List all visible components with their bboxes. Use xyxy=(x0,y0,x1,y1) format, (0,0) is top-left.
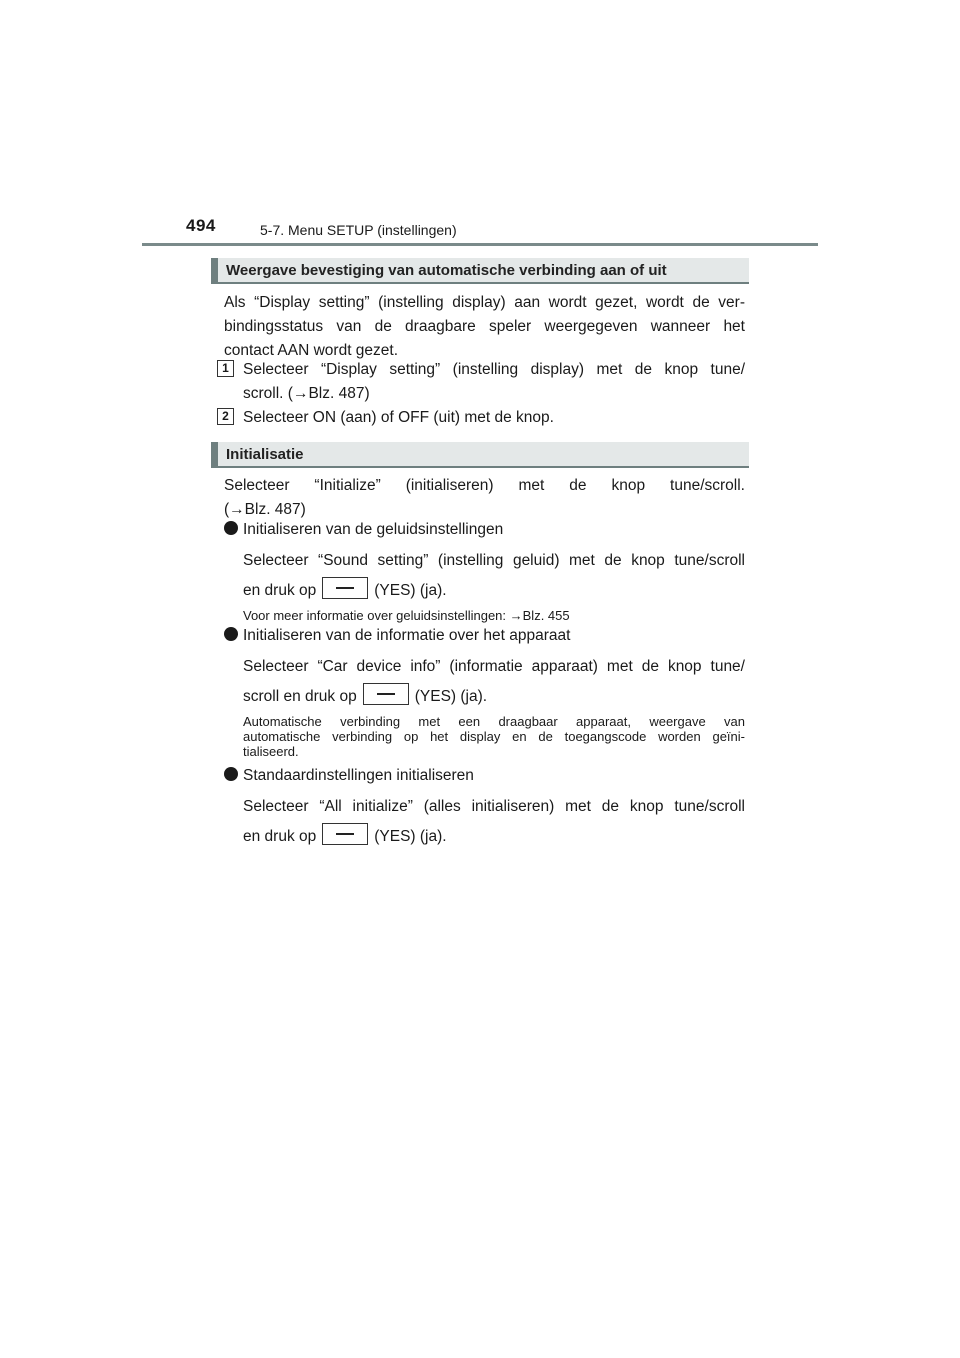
item-line xyxy=(243,822,745,852)
item-line: Selecteer “Car device info” (informatie apparaat) met de knop tune/ xyxy=(243,658,745,675)
item-line: Selecteer “Sound setting” (instelling geluid) met de knop tune/scroll xyxy=(243,552,745,569)
step-number-2: 2 xyxy=(217,408,234,425)
dash-key-icon xyxy=(322,577,368,599)
item-line xyxy=(243,576,745,606)
item-sound-note xyxy=(243,608,745,623)
intro-line: contact AAN wordt gezet. xyxy=(224,342,399,359)
intro-line: Als “Display setting” (instelling display) aan wordt gezet, wordt de ver- xyxy=(224,294,745,311)
bullet-icon xyxy=(224,767,238,781)
bullet-icon xyxy=(224,627,238,641)
section-heading-text: Initialisatie xyxy=(226,446,304,463)
bullet-icon xyxy=(224,521,238,535)
section-heading-auto-connection xyxy=(211,258,749,284)
step-line: Selecteer “Display setting” (instelling display) met de knop tune/ xyxy=(243,361,745,378)
section2-intro xyxy=(224,474,745,522)
section1-intro xyxy=(224,291,745,363)
bullet-item-sound xyxy=(224,518,503,542)
note-line: automatische verbinding op het display en de toegangscode worden geïni- xyxy=(243,729,745,744)
bullet-heading: Initialiseren van de geluidsinstellingen xyxy=(243,521,504,538)
step-line: scroll. (→Blz. 487) xyxy=(243,385,370,402)
item-line-post: (YES) (ja). xyxy=(414,688,488,705)
bullet-heading: Standaardinstellingen initialiseren xyxy=(243,767,474,784)
item-sound-text xyxy=(243,546,745,606)
note-line: tialiseerd. xyxy=(243,744,299,759)
note-line: Voor meer informatie over geluidsinstellingen: →Blz. 455 xyxy=(243,608,570,623)
item-device-text xyxy=(243,652,745,712)
bullet-heading: Initialiseren van de informatie over het apparaat xyxy=(243,627,571,644)
note-line: Automatische verbinding met een draagbaar apparaat, weergave van xyxy=(243,714,745,729)
item-line xyxy=(243,682,745,712)
chapter-title: 5-7. Menu SETUP (instellingen) xyxy=(260,222,457,238)
bullet-item-all-initialize xyxy=(224,764,474,788)
intro-line: Selecteer “Initialize” (initialiseren) met de knop tune/scroll. xyxy=(224,477,745,494)
page-number: 494 xyxy=(186,216,216,235)
item-line-post: (YES) (ja). xyxy=(374,582,447,599)
step-1-text xyxy=(243,358,745,406)
header-rule xyxy=(142,243,818,246)
section-heading-text: Weergave bevestiging van automatische verbinding aan of uit xyxy=(226,262,667,279)
dash-key-icon xyxy=(322,823,368,845)
item-line: Selecteer “All initialize” (alles initialiseren) met de knop tune/scroll xyxy=(243,798,745,815)
intro-line: (→Blz. 487) xyxy=(224,501,306,518)
item-all-text xyxy=(243,792,745,852)
section-heading-initialization xyxy=(211,442,749,468)
item-line-post: (YES) (ja). xyxy=(374,828,447,845)
item-device-note xyxy=(243,714,745,759)
step-number-1: 1 xyxy=(217,360,234,377)
item-line-pre: en druk op xyxy=(243,582,317,599)
bullet-item-device-info xyxy=(224,624,570,648)
step-line: Selecteer ON (aan) of OFF (uit) met de knop. xyxy=(243,409,554,426)
intro-line: bindingsstatus van de draagbare speler weergegeven wanneer het xyxy=(224,318,745,335)
item-line-pre: en druk op xyxy=(243,828,317,845)
item-line-pre: scroll en druk op xyxy=(243,688,357,705)
step-2-text xyxy=(243,406,745,430)
dash-key-icon xyxy=(363,683,409,705)
